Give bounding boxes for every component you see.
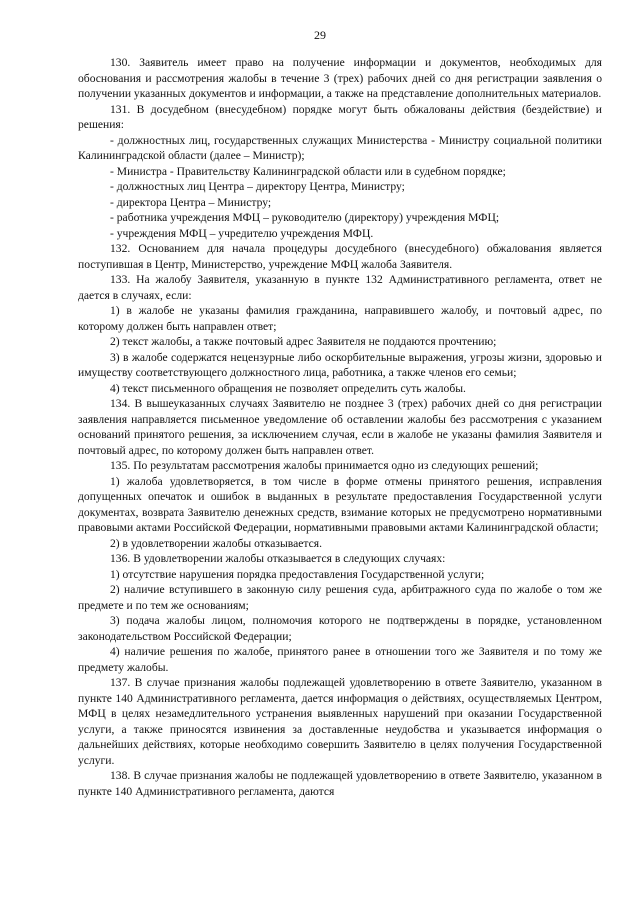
paragraph: 134. В вышеуказанных случаях Заявителю не позднее 3 (трех) рабочих дней со дня регистрации заявления направляется письменное уведомление об оставлении жалобы без рассмотрения с указанием оснований принятого решения, за исключением случая, если в жалобе не указаны фамилия Заявителя и почтовый адрес, по которому должен быть направлен ответ. xyxy=(78,397,602,457)
list-item: 4) текст письменного обращения не позволяет определить суть жалобы. xyxy=(110,381,466,395)
paragraph: 136. В удовлетворении жалобы отказывается в следующих случаях: xyxy=(110,552,446,565)
paragraph: 133. На жалобу Заявителя, указанную в пункте 132 Административного регламента, ответ не дается в случаях, если: xyxy=(78,273,602,302)
page-number: 29 xyxy=(314,28,326,42)
document-body xyxy=(78,55,602,799)
list-item: 2) в удовлетворении жалобы отказывается. xyxy=(110,536,322,550)
paragraph: 132. Основанием для начала процедуры досудебного (внесудебного) обжалования является поступившая в Центр, Министерство, учреждение МФЦ жалоба Заявителя. xyxy=(78,242,602,271)
list-item: 1) отсутствие нарушения порядка предоставления Государственной услуги; xyxy=(110,567,485,581)
list-item: 3) подача жалобы лицом, полномочия которого не подтверждены в порядке, установленном законодательством Российской Федерации; xyxy=(78,614,602,643)
list-item: - Министра - Правительству Калининградской области или в судебном порядке; xyxy=(110,164,506,178)
list-item: 1) жалоба удовлетворяется, в том числе в форме отмены принятого решения, исправления допущенных опечаток и ошибок в выданных в результате предоставления Государственной услуги документах, возврата Заявителю денежных средств, взимание которых не предусмотрено нормативными правовыми актами Российской Федерации, нормативными правовыми актами Калининградской области; xyxy=(78,474,602,534)
list-item: 2) наличие вступившего в законную силу решения суда, арбитражного суда по жалобе о том же предмете и по тем же основаниям; xyxy=(78,583,602,612)
list-item: - директора Центра – Министру; xyxy=(110,195,272,209)
list-item: 3) в жалобе содержатся нецензурные либо оскорбительные выражения, угрозы жизни, здоровью и имуществу соответствующего должностного лица, работника, а также членов его семьи; xyxy=(78,350,602,379)
list-item: 4) наличие решения по жалобе, принятого ранее в отношении того же Заявителя и по тому же предмету жалобы. xyxy=(78,645,602,674)
list-item: 2) текст жалобы, а также почтовый адрес Заявителя не поддаются прочтению; xyxy=(110,335,497,348)
paragraph: 137. В случае признания жалобы подлежащей удовлетворению в ответе Заявителю, указанном в пункте 140 Административного регламента, дается информация о действиях, осуществляемых Центром, МФЦ в целях незамедлительного устранения выявленных нарушений при оказании Государственной услуги, а также приносятся извинения за доставленные неудобства и указывается информация о дальнейших действиях, которые необходимо совершить Заявителю в целях получения Государственной услуги. xyxy=(78,676,602,767)
paragraph: 138. В случае признания жалобы не подлежащей удовлетворению в ответе Заявителю, указанном в пункте 140 Административного регламента, даются xyxy=(78,769,602,798)
list-item: - работника учреждения МФЦ – руководителю (директору) учреждения МФЦ; xyxy=(110,211,500,224)
list-item: 1) в жалобе не указаны фамилия гражданина, направившего жалобу, и почтовый адрес, по которому должен быть направлен ответ; xyxy=(78,304,602,333)
list-item: - должностных лиц, государственных служащих Министерства - Министру социальной политики Калининградской области (далее – Министр); xyxy=(78,133,602,162)
list-item: - должностных лиц Центра – директору Центра, Министру; xyxy=(110,180,405,193)
paragraph: 131. В досудебном (внесудебном) порядке могут быть обжалованы действия (бездействие) и решения: xyxy=(78,102,602,131)
paragraph: 130. Заявитель имеет право на получение информации и документов, необходимых для обоснования и рассмотрения жалобы в течение 3 (трех) рабочих дней со дня регистрации заявления о получении указанных документов и информации, а также на представление дополнительных материалов. xyxy=(78,56,602,100)
list-item: - учреждения МФЦ – учредителю учреждения МФЦ. xyxy=(110,226,374,240)
paragraph: 135. По результатам рассмотрения жалобы принимается одно из следующих решений; xyxy=(110,459,539,472)
